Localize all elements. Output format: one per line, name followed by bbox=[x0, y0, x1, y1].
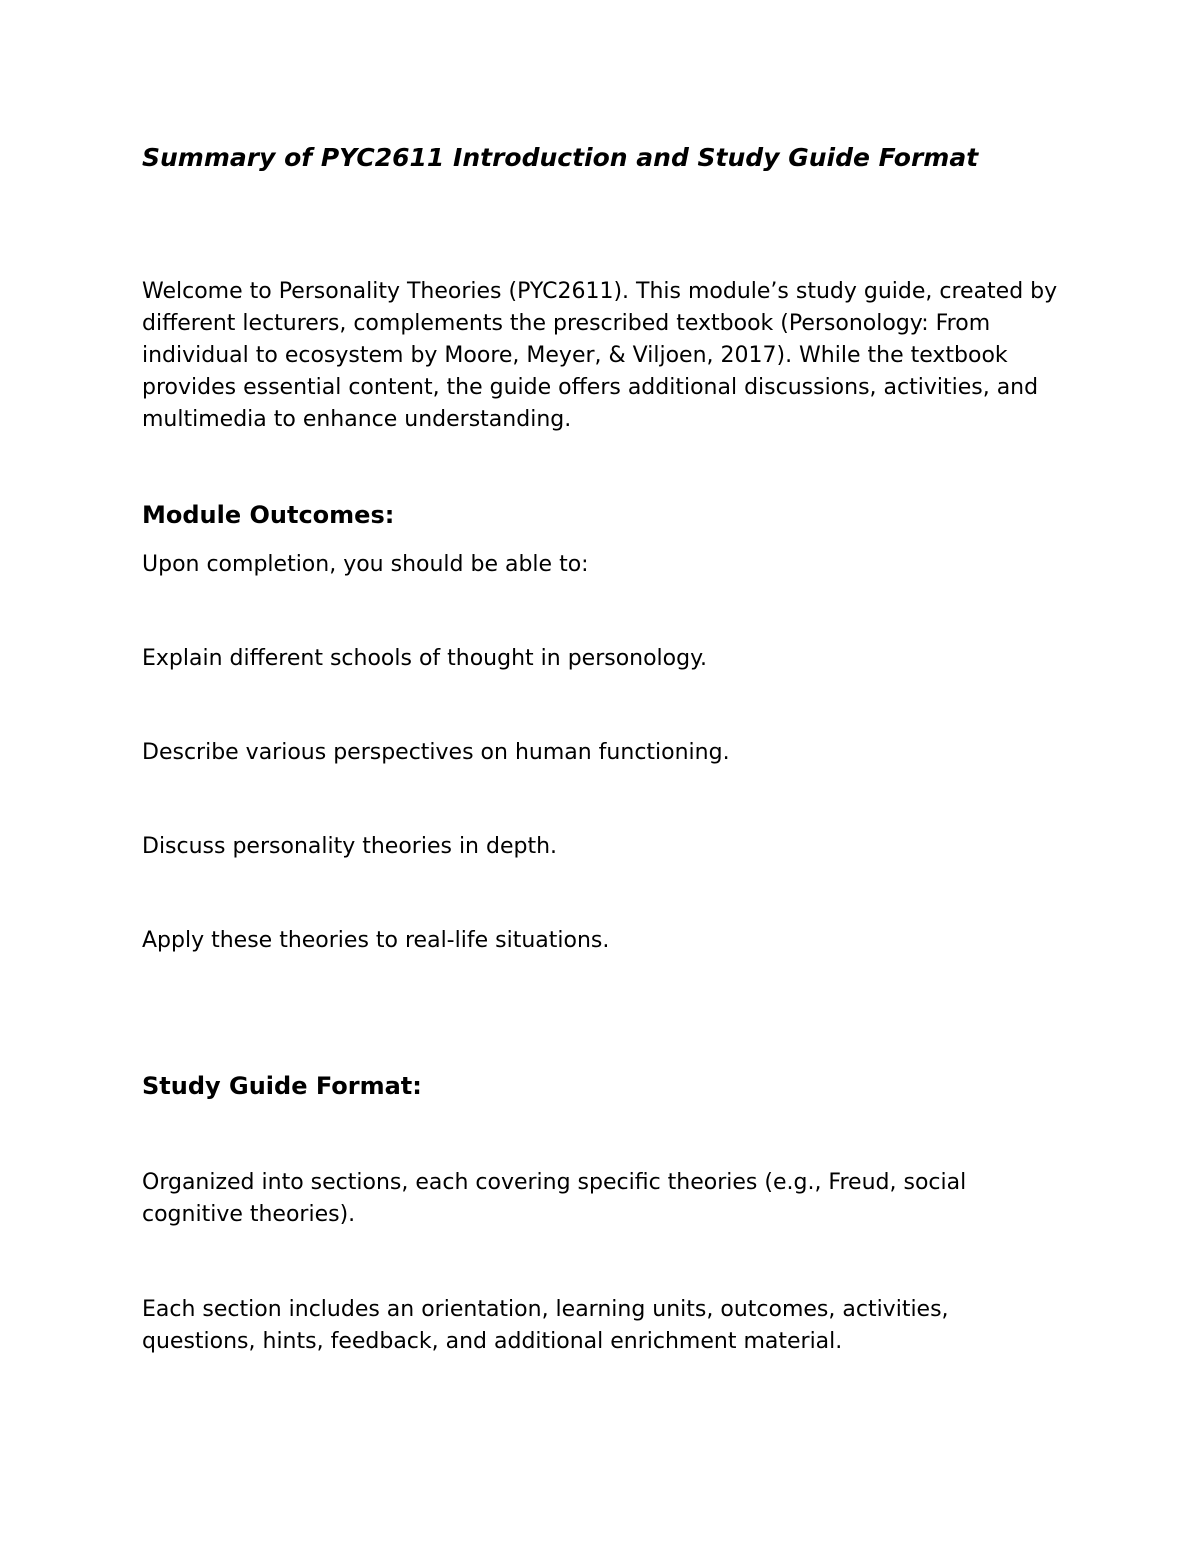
study-guide-format-heading: Study Guide Format: bbox=[142, 1072, 422, 1100]
outcome-item: Explain different schools of thought in personology. bbox=[142, 646, 707, 671]
format-item: Each section includes an orientation, learning units, outcomes, activities, questions, hints, feedback, and additional enrichment material. bbox=[142, 1297, 949, 1354]
module-outcomes-heading: Module Outcomes: bbox=[142, 501, 395, 529]
module-outcomes-lead: Upon completion, you should be able to: bbox=[142, 552, 589, 577]
format-item: Organized into sections, each covering specific theories (e.g., Freud, social cognitive theories). bbox=[142, 1170, 967, 1227]
outcome-item: Describe various perspectives on human functioning. bbox=[142, 740, 730, 765]
outcome-item: Discuss personality theories in depth. bbox=[142, 834, 558, 859]
document-title: Summary of PYC2611 Introduction and Study Guide Format bbox=[142, 143, 979, 172]
intro-paragraph: Welcome to Personality Theories (PYC2611). This module’s study guide, created by different lecturers, complements the prescribed textbook (Personology: From individual to ecosystem by Moore, Meyer, & Viljoen, 2017). While the textbook provides essential content, the guide offers additional discussions, activities, and multimedia to enhance understanding. bbox=[142, 279, 1058, 432]
outcome-item: Apply these theories to real-life situations. bbox=[142, 928, 610, 953]
